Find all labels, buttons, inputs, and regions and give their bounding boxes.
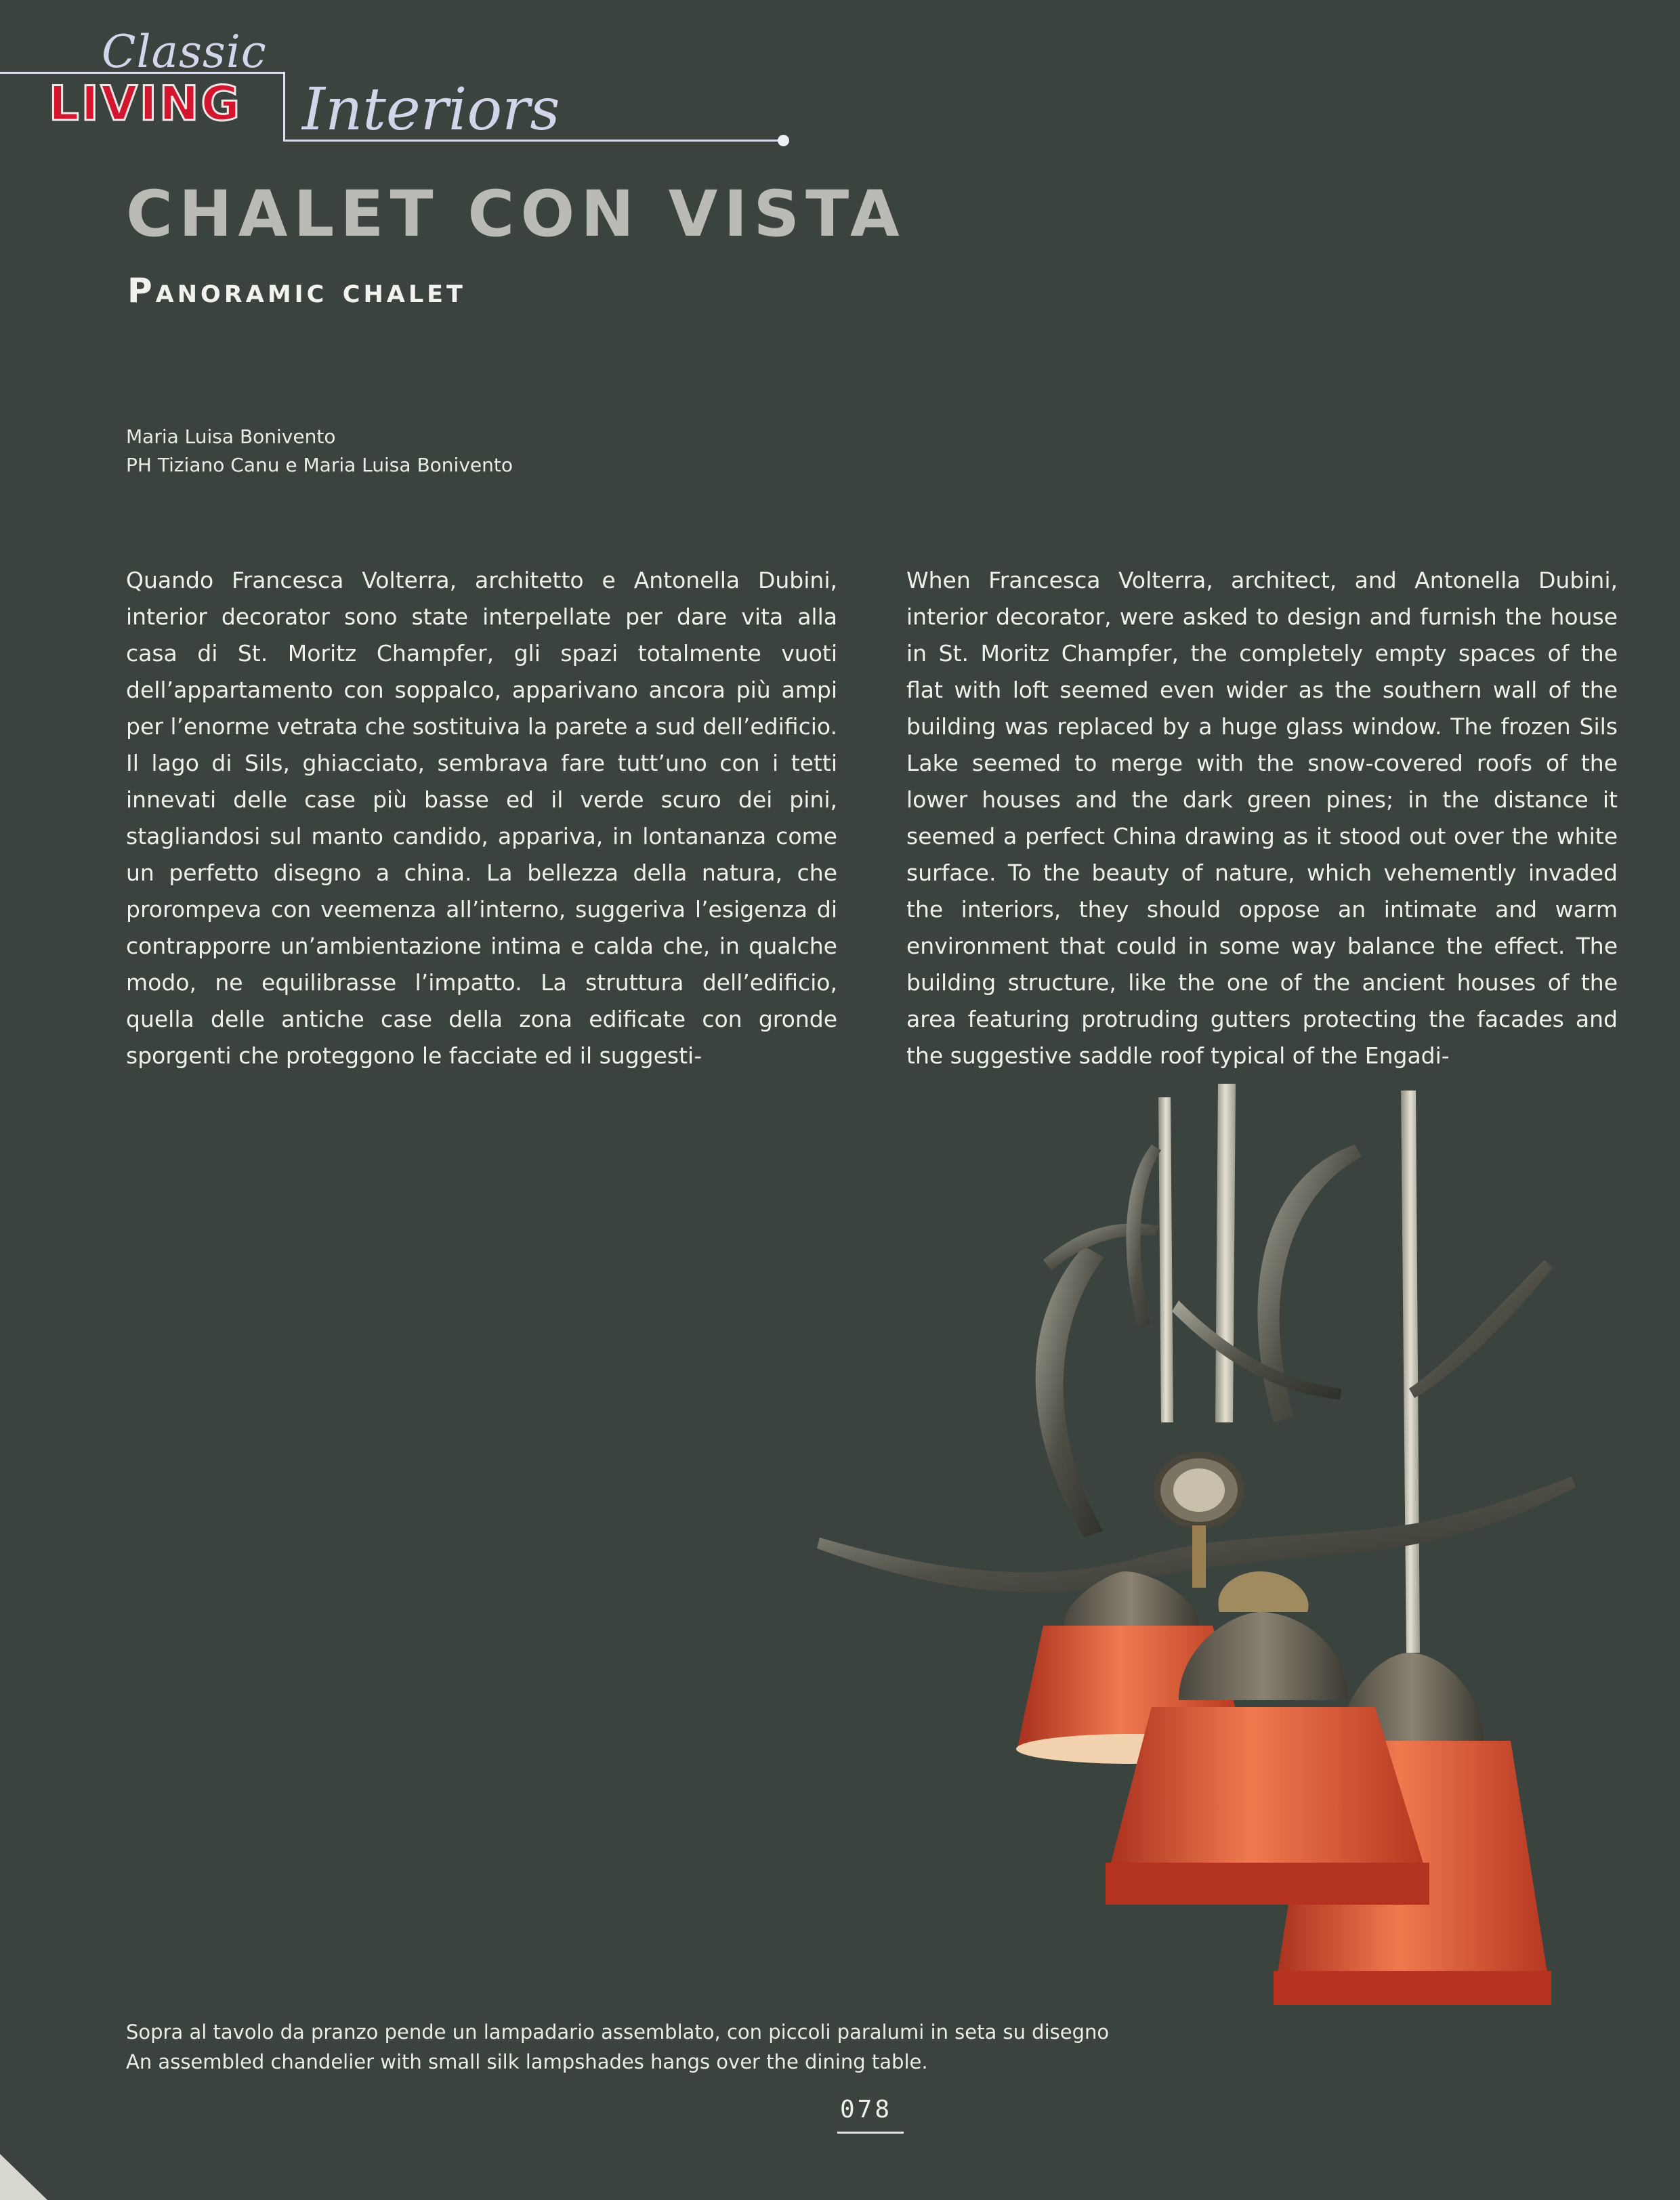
antler-cross-tine bbox=[1172, 1300, 1341, 1399]
masthead-rule-vertical bbox=[283, 72, 285, 141]
masthead-dot bbox=[778, 135, 789, 146]
page-corner-fold bbox=[0, 2154, 47, 2200]
photo-caption bbox=[126, 2017, 1109, 2077]
rod-center bbox=[1215, 1084, 1236, 1422]
antler-right-tine bbox=[1409, 1260, 1553, 1398]
brand-logo-classic: Classic bbox=[102, 26, 267, 78]
body-column-italian: Quando Francesca Volterra, architetto e Antonella Dubini, interior decorator sono state interpellate per dare vita alla casa di St. Moritz Champfer, gli spazi totalmente vuoti dell’appartamento con soppalco, apparivano ancora più ampi per l’enorme vetrata che sostituiva la parete a sud dell’edificio. Il lago di Sils, ghiacciato, sembrava fare tutt’uno con i tetti innevati delle case più basse ed il verde scuro dei pini, stagliandosi sul manto candido, appariva, in lontananza come un perfetto disegno a china. La bellezza della natura, che prorompeva con veemenza all’interno, suggeriva l’esigenza di contrapporre un’ambientazione intima e calda che, in qualche modo, ne equilibrasse l’impatto. La struttura dell’edificio, quella delle antiche case della zona edificate con gronde sporgenti che proteggono le facciate ed il suggesti- bbox=[126, 567, 837, 1069]
brand-logo-living: LIVING bbox=[49, 76, 242, 131]
author-name: Maria Luisa Bonivento bbox=[126, 425, 336, 448]
article-credits bbox=[126, 423, 513, 480]
center-lamp-cap bbox=[1179, 1612, 1348, 1700]
center-lampshade bbox=[1106, 1707, 1429, 1883]
page-number: 078 bbox=[840, 2096, 893, 2123]
center-lampshade-fringe bbox=[1106, 1863, 1429, 1905]
body-column-english: When Francesca Volterra, architect, and Antonella Dubini, interior decorator, were asked to design and furnish the house in St. Moritz Champfer, the completely empty spaces of the flat with loft seemed even wider as the southern wall of the building was replaced by a huge glass window. The frozen Sils Lake seemed to merge with the snow-covered roofs of the lower houses and the dark green pines; in the distance it seemed a perfect China drawing as it stood out over the white surface. To the beauty of nature, which vehemently invaded the interiors, they should oppose an intimate and warm environment that could in some way balance the effect. The building structure, like the one of the ancient houses of the area featuring protruding gutters protecting the facades and the suggestive saddle roof typical of the Engadi- bbox=[906, 567, 1618, 1069]
antler-burr-center bbox=[1173, 1468, 1225, 1512]
rod-right bbox=[1401, 1091, 1420, 1653]
caption-english: An assembled chandelier with small silk lampshades hangs over the dining table. bbox=[126, 2050, 928, 2073]
hanging-chain bbox=[1192, 1525, 1206, 1588]
article-subtitle: Panoramic chalet bbox=[127, 271, 466, 310]
article-title: CHALET CON VISTA bbox=[126, 177, 906, 251]
page-number-underline bbox=[837, 2132, 904, 2134]
rod-left bbox=[1158, 1097, 1173, 1422]
antler-left-curve bbox=[1036, 1246, 1104, 1538]
caption-italian: Sopra al tavolo da pranzo pende un lampadario assemblato, con piccoli paralumi in seta su disegno bbox=[126, 2021, 1110, 2044]
chandelier-photo bbox=[799, 1070, 1599, 2086]
section-name: Interiors bbox=[302, 76, 560, 144]
right-lampshade-fringe bbox=[1274, 1971, 1551, 2005]
photo-credit: PH Tiziano Canu e Maria Luisa Bonivento bbox=[126, 454, 513, 476]
center-lamp-fitting bbox=[1218, 1571, 1308, 1612]
antler-upper-tine bbox=[1127, 1145, 1161, 1328]
